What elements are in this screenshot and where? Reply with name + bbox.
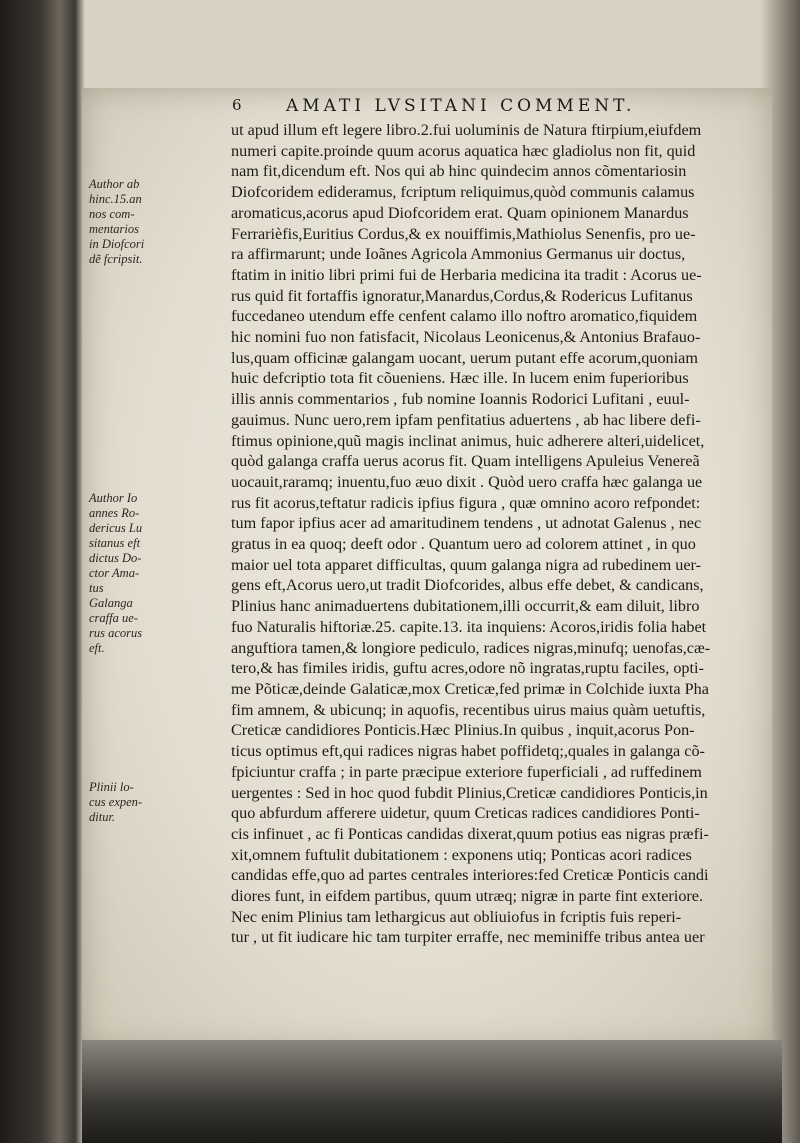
margin-note-line: tus xyxy=(89,581,104,595)
text-line: ftimus opinione,quũ magis inclinat animus, huic adherere alteri,uidelicet, xyxy=(231,431,705,450)
margin-note-line: ditur. xyxy=(89,810,116,824)
margin-note-line: ctor Ama- xyxy=(89,566,140,580)
margin-note-line: craffa ue- xyxy=(89,611,138,625)
text-line: rus fit acorus,teftatur radicis ipfius figura , quæ omnino acoro refpondet: xyxy=(231,493,701,512)
page-number: 6 xyxy=(232,96,242,114)
margin-note-line: Author ab xyxy=(89,177,140,191)
text-line: cis infinuet , ac fi Ponticas candidas dixerat,quum potius eas nigras præfi- xyxy=(231,824,709,843)
running-title: AMATI LVSITANI COMMENT. xyxy=(286,96,636,116)
text-line: Plinius hanc animaduertens dubitationem,illi occurrit,& eam diluit, libro xyxy=(231,597,700,616)
text-line: Nec enim Plinius tam lethargicus aut obliuiofus in fcriptis fuis reperi- xyxy=(231,907,682,926)
text-line: ftatim in initio libri primi fui de Herbaria medicina ita tradit : Acorus ue- xyxy=(231,265,702,284)
text-line: candidas effe,quo ad partes centrales interiores:fed Creticæ Ponticis candi xyxy=(231,866,709,885)
text-line: Diofcoridem edideramus, fcriptum reliquimus,quòd communis calamus xyxy=(231,183,695,202)
text-line: uocauit,raramq; inuentu,fuo æuo dixit . Quòd uero craffa hæc galanga ue xyxy=(231,472,703,491)
margin-note-line: rus acorus xyxy=(89,626,143,640)
margin-note-line: mentarios xyxy=(89,222,139,236)
margin-note-line: in Diofcori xyxy=(89,237,145,251)
text-line: fpiciuntur craffa ; in parte præcipue exteriore fuperficiali , ad ruffedinem xyxy=(231,762,702,781)
text-line: gratus in ea quoq; deeft odor . Quantum uero ad colorem attinet , in quo xyxy=(231,535,696,554)
margin-note-line: eft. xyxy=(89,641,105,655)
text-line: quo abfurdum afferere uidetur, quum Creticas radices candidiores Ponti- xyxy=(231,804,700,823)
text-line: Ferrarièfis,Euritius Cordus,& ex nouiffimis,Mathiolus Senenfis, pro ue- xyxy=(231,224,696,243)
margin-note-line: dẽ fcripsit. xyxy=(89,252,143,266)
margin-note-plinius xyxy=(89,780,161,825)
margin-note-line: hinc.15.an xyxy=(89,192,142,206)
text-line: gauimus. Nunc uero,rem ipfam penfitatius aduertens , ab hac libere defi- xyxy=(231,410,701,429)
text-line: fuo Naturalis hiftoriæ.25. capite.13. ita inquiens: Acoros,iridis folia habet xyxy=(231,617,707,636)
text-line: numeri capite.proinde quum acorus aquatica hæc gladiolus non fit, quid xyxy=(231,141,696,160)
margin-note-line: dictus Do- xyxy=(89,551,142,565)
margin-note-line: annes Ro- xyxy=(89,506,140,520)
body-text xyxy=(231,120,759,948)
text-line: nam fit,dicendum eft. Nos qui ab hinc quindecim annos cõmentariosin xyxy=(231,162,687,181)
text-line: ut apud illum eft legere libro.2.fui uoluminis de Natura ftirpium,eiufdem xyxy=(231,121,702,139)
margin-note-line: cus expen- xyxy=(89,795,143,809)
text-line: uergentes : Sed in hoc quod fubdit Plinius,Creticæ candidiores Ponticis,in xyxy=(231,783,708,802)
text-line: gens eft,Acorus uero,ut tradit Diofcorides, albus effe debet, & candicans, xyxy=(231,576,704,595)
text-line: rus quid fit fortaffis ignoratur,Manardus,Cordus,& Rodericus Lufitanus xyxy=(231,286,693,305)
margin-note-line: Author Io xyxy=(89,491,138,505)
text-line: hic nomini fuo non fatisfacit, Nicolaus Leonicenus,& Antonius Brafauo- xyxy=(231,328,701,347)
margin-note-author-rodericus xyxy=(89,491,161,656)
text-line: fim amnem, & ubicunq; in aquofis, recentibus uirus maius quàm uetuftis, xyxy=(231,700,706,719)
text-line: Creticæ candidiores Ponticis.Hæc Plinius.In quibus , inquit,acorus Pon- xyxy=(231,721,695,740)
text-line: me Põticæ,deinde Galaticæ,mox Creticæ,fed primæ in Colchide iuxta Pha xyxy=(231,679,709,698)
text-line: quòd galanga craffa uerus acorus fit. Quam intelligens Apuleius Venereã xyxy=(231,452,700,471)
text-line: illis annis commentarios , fub nomine Ioannis Rodorici Lufitani , euul- xyxy=(231,390,690,409)
text-line: huic defcriptio tota fit cõueniens. Hæc ille. In lucem enim fuperioribus xyxy=(231,369,689,388)
text-line: xit,omnem fuftulit dubitationem : exponens utiq; Ponticas acori radices xyxy=(231,845,692,864)
text-line: ticus optimus eft,qui radices nigras habet poffidetq;,quales in galanga cõ- xyxy=(231,742,705,761)
margin-note-line: nos com- xyxy=(89,207,135,221)
text-line: lus,quam officinæ galangam uocant, uerum putant effe acorum,quoniam xyxy=(231,348,698,367)
text-line: anguftiora tamen,& longiore pediculo, radices nigras,minufq; uenofas,cæ- xyxy=(231,638,711,657)
text-line: aromaticus,acorus apud Diofcoridem erat. Quam opinionem Manardus xyxy=(231,203,689,222)
margin-note-line: dericus Lu xyxy=(89,521,143,535)
text-line: tum fapor ipfius acer ad amaritudinem tendens , ut adnotat Galenus , nec xyxy=(231,514,702,533)
margin-note-author xyxy=(89,177,161,267)
text-line: ra affirmarunt; unde Ioãnes Agricola Ammonius Germanus uir doctus, xyxy=(231,245,686,264)
text-line: tero,& has fimiles iridis, guftu acres,odore nõ ingratas,ruptu faciles, opti- xyxy=(231,659,704,678)
margin-note-line: Plinii lo- xyxy=(89,780,134,794)
text-line: maior uel tota apparet difficultas, quum galanga nigra ad rubedinem uer- xyxy=(231,555,701,574)
margin-note-line: sitanus eft xyxy=(89,536,141,550)
text-line: tur , ut fit iudicare hic tam turpiter erraffe, nec meminiffe tribus antea uer xyxy=(231,928,705,947)
text-line: diores funt, in eifdem partibus, quum utræq; nigræ in parte fint exteriore. xyxy=(231,887,704,906)
text-line: fuccedaneo utendum effe cenfent calamo illo noftro aromatico,fiquidem xyxy=(231,307,698,326)
margin-note-line: Galanga xyxy=(89,596,133,610)
page-bottom-shadow xyxy=(82,1040,782,1143)
